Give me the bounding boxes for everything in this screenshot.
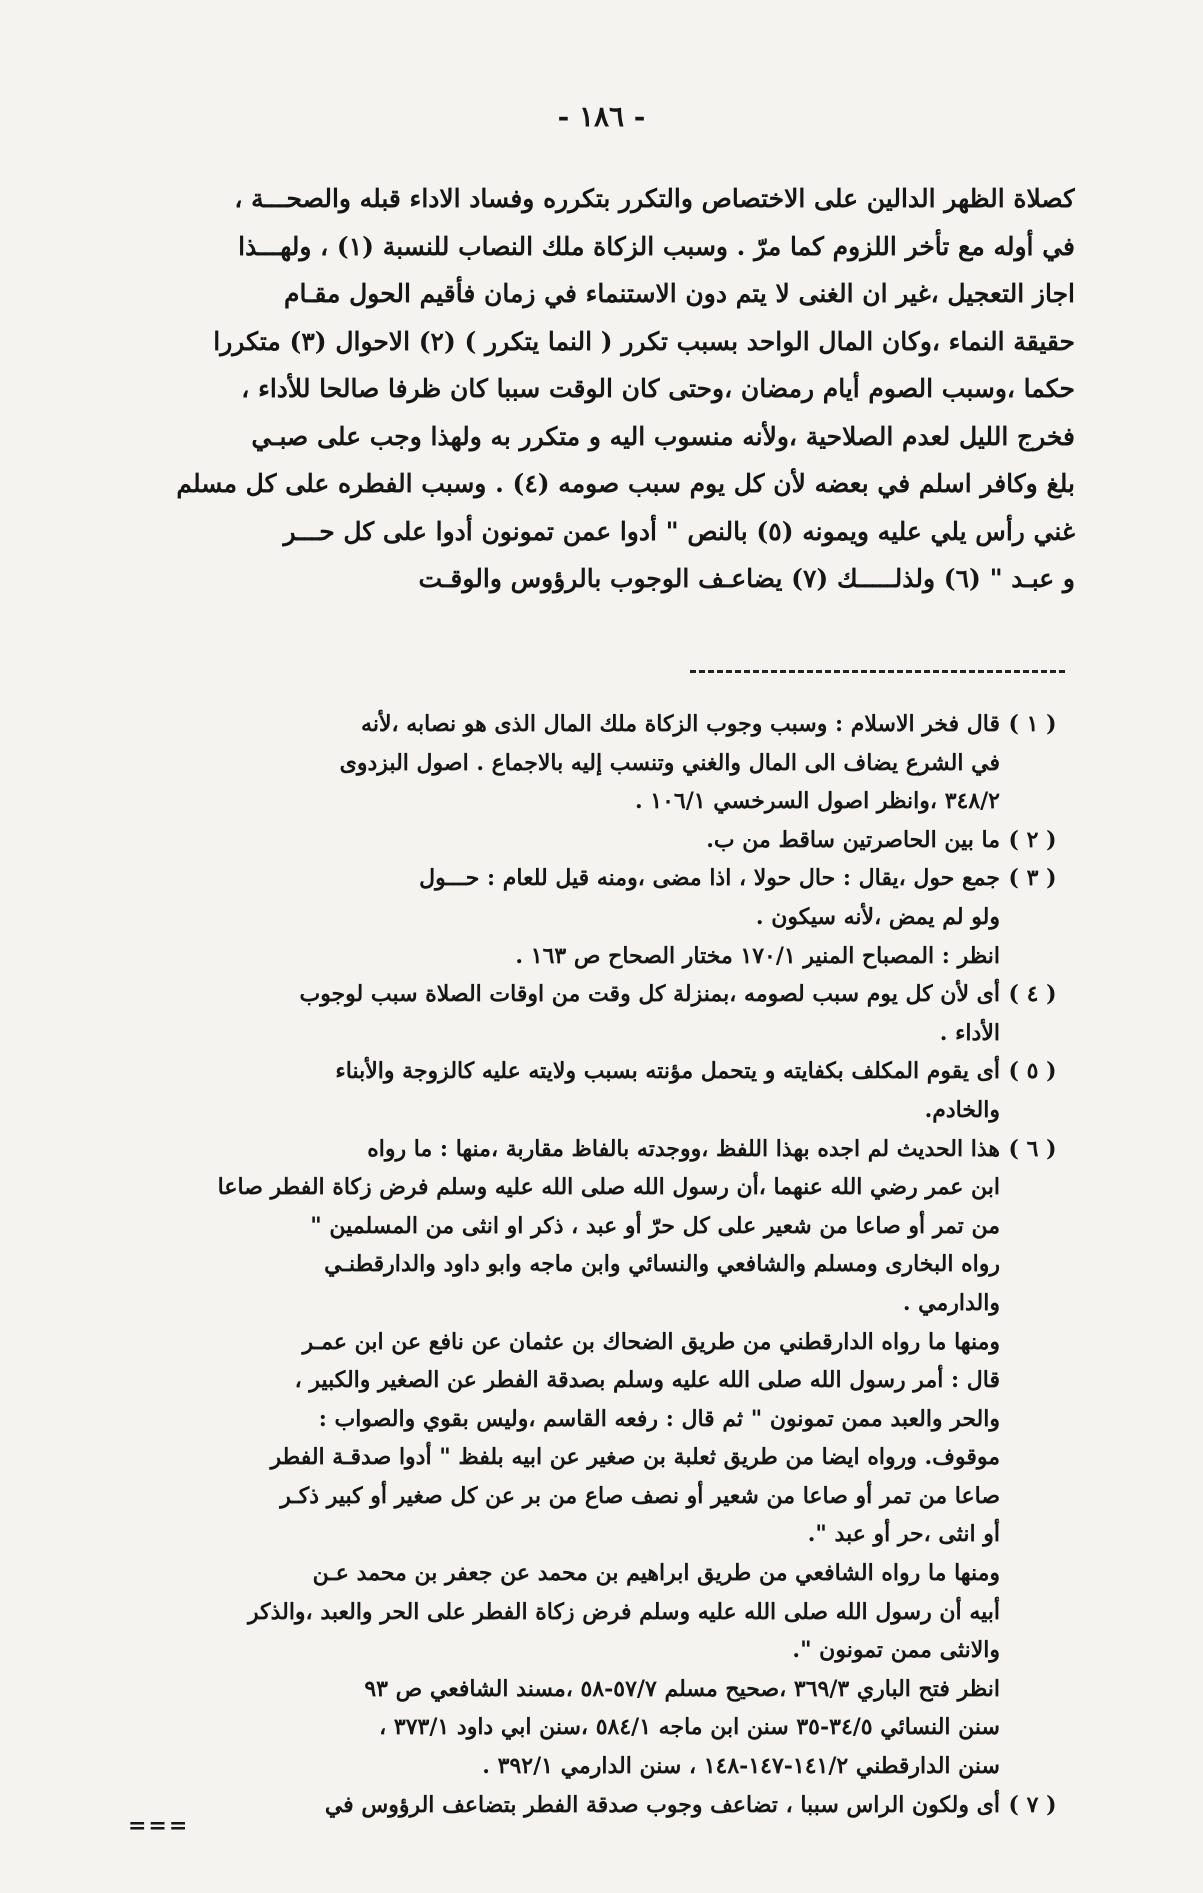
- footnote-line: هذا الحديث لم اجده بهذا اللفظ ،ووجدته بالفاظ مقاربة ،منها : ما رواه: [367, 1135, 1000, 1162]
- footnote-body: [55, 1052, 1000, 1129]
- footnote-line: ابن عمر رضي الله عنهما ،أن رسول الله صلى الله عليه وسلم فرض زكاة الفطر صاعا: [217, 1174, 1000, 1201]
- footnote-number: ( ٤ ): [1008, 981, 1057, 1008]
- footnote: [55, 821, 1065, 860]
- footnote-line: من تمر أو صاعا من شعير على كل حرّ أو عبد ، ذكر او انثى من المسلمين ": [310, 1212, 1000, 1239]
- text-line: حقيقة النماء ،وكان المال الواحد بسبب تكرر ( النما يتكرر ) (٢) الاحوال (٣) متكررا: [213, 326, 1075, 356]
- footnote-line: أى يقوم المكلف بكفايته و يتحمل مؤنته بسبب ولايته عليه كالزوجة والأبناء: [335, 1058, 1000, 1085]
- footnote-number: ( ٦ ): [1008, 1135, 1057, 1162]
- footnote-number: ( ٧ ): [1008, 1791, 1057, 1818]
- text-line: اجاز التعجيل ،غير ان الغنى لا يتم دون الاستنماء في زمان فأقيم الحول مقـام: [283, 279, 1075, 308]
- footnote-line: ٣٤٨/٢ ،وانظر اصول السرخسي ١٠٦/١ .: [634, 788, 1000, 815]
- footnote: [55, 1052, 1065, 1129]
- footnote-line: انظر : المصباح المنير ١٧٠/١ مختار الصحاح ص ١٦٣ .: [515, 942, 1000, 969]
- footnote-number: ( ٥ ): [1008, 1058, 1057, 1085]
- footnote-line: والانثى ممن تمونون ".: [792, 1637, 1000, 1664]
- footnote-line: والخادم.: [924, 1096, 1000, 1123]
- footnote: [55, 1786, 1065, 1825]
- end-mark: ===: [128, 1813, 190, 1839]
- footnote-body: [55, 1130, 1000, 1323]
- page-number: - ١٨٦ -: [557, 100, 646, 133]
- footnotes: [55, 705, 1065, 1824]
- footnote-line: رواه البخارى ومسلم والشافعي والنسائي وابن ماجه وابو داود والدارقطنـي: [324, 1251, 1000, 1278]
- footnote-line: صاعا من تمر أو صاعا من شعير أو نصف صاع من بر عن كل صغير أو كبير ذكـر: [280, 1482, 1000, 1509]
- footnote-number: ( ٣ ): [1008, 865, 1057, 892]
- footnote-line: الأداء .: [939, 1019, 1000, 1046]
- footnote-line: ما بين الحاصرتين ساقط من ب.: [706, 826, 1000, 853]
- footnote-separator: [690, 670, 1065, 673]
- text-line: حكما ،وسبب الصوم أيام رمضان ،وحتى كان الوقت سببا كان ظرفا صالحا للأداء ،: [241, 374, 1075, 403]
- footnote-body: [55, 821, 1000, 860]
- footnote-continuation: [55, 1323, 1065, 1786]
- footnote-line: جمع حول ،يقال : حال حولا ، اذا مضى ،ومنه قيل للعام : حـــول: [419, 865, 1000, 892]
- footnote: [55, 705, 1065, 821]
- footnote: [55, 1130, 1065, 1323]
- footnote-body: [55, 1786, 1000, 1825]
- footnote-line: أى لأن كل يوم سبب لصومه ،بمنزلة كل وقت من اوقات الصلاة سبب لوجوب: [299, 981, 1000, 1008]
- footnote-line: انظر فتح الباري ٣٦٩/٣ ،صحيح مسلم ٥٧/٧-٥٨ ،مسند الشافعي ص ٩٣: [364, 1675, 1000, 1702]
- footnote-number: ( ١ ): [1008, 711, 1057, 737]
- text-line: بلغ وكافر اسلم في بعضه لأن كل يوم سبب صومه (٤) . وسبب الفطره على كل مسلم: [176, 469, 1075, 498]
- footnote-line: قال فخر الاسلام : وسبب وجوب الزكاة ملك المال الذى هو نصابه ،لأنه: [361, 711, 1000, 737]
- footnote-line: أبيه أن رسول الله صلى الله عليه وسلم فرض زكاة الفطر على الحر والعبد ،والذكر: [247, 1598, 1000, 1625]
- footnote-body: [55, 975, 1000, 1052]
- footnote-line: ومنها ما رواه الدارقطني من طريق الضحاك بن عثمان عن نافع عن ابن عمـر: [302, 1328, 1000, 1355]
- footnote: [55, 859, 1065, 975]
- text-line: غني رأس يلي عليه ويمونه (٥) بالنص " أدوا عمن تمونون أدوا على كل حـــر: [283, 516, 1075, 546]
- text-line: فخرج الليل لعدم الصلاحية ،ولأنه منسوب اليه و متكرر به ولهذا وجب على صبـي: [251, 421, 1075, 451]
- footnote-line: قال : أمر رسول الله صلى الله عليه وسلم بصدقة الفطر عن الصغير والكبير ،: [294, 1367, 1000, 1394]
- footnote-line: والحر والعبد ممن تمونون " ثم قال : رفعه القاسم ،وليس بقوي والصواب :: [318, 1405, 1000, 1432]
- footnote-line: سنن الدارقطني ١٤١/٢-١٤٧-١٤٨ ، سنن الدارمي ٣٩٢/١ .: [482, 1753, 1000, 1780]
- footnote-body: [55, 859, 1000, 975]
- main-text: [120, 175, 1075, 603]
- text-line: كصلاة الظهر الدالين على الاختصاص والتكرر بتكرره وفساد الاداء قبله والصحـــة ،: [234, 184, 1075, 213]
- footnote-line: أو انثى ،حر أو عبد ".: [807, 1521, 1000, 1548]
- footnote-line: في الشرع يضاف الى المال والغني وتنسب إليه بالاجماع . اصول البزدوى: [339, 749, 1000, 776]
- footnote-line: ولو لم يمض ،لأنه سيكون .: [755, 903, 1000, 930]
- footnote-body: [55, 705, 1000, 821]
- footnote-line: أى ولكون الراس سببا ، تضاعف وجوب صدقة الفطر بتضاعف الرؤوس في: [324, 1791, 1000, 1818]
- footnote: [55, 975, 1065, 1052]
- text-line: و عبـد " (٦) ولذلـــــك (٧) يضاعـف الوجوب بالرؤوس والوقـت: [418, 564, 1075, 593]
- text-line: في أوله مع تأخر اللزوم كما مرّ . وسبب الزكاة ملك النصاب للنسبة (١) ، ولهـــذا: [238, 231, 1075, 261]
- footnote-line: ومنها ما رواه الشافعي من طريق ابراهيم بن محمد عن جعفر بن محمد عـن: [312, 1560, 1000, 1587]
- footnote-line: والدارمي .: [902, 1289, 1000, 1316]
- footnote-number: ( ٢ ): [1008, 826, 1057, 853]
- footnote-line: موقوف. ورواه ايضا من طريق ثعلبة بن صغير عن ابيه بلفظ " أدوا صدقـة الفطر: [270, 1444, 1000, 1471]
- footnote-line: سنن النسائي ٣٤/٥-٣٥ سنن ابن ماجه ٥٨٤/١ ،سنن ابي داود ٣٧٣/١ ،: [379, 1714, 1000, 1741]
